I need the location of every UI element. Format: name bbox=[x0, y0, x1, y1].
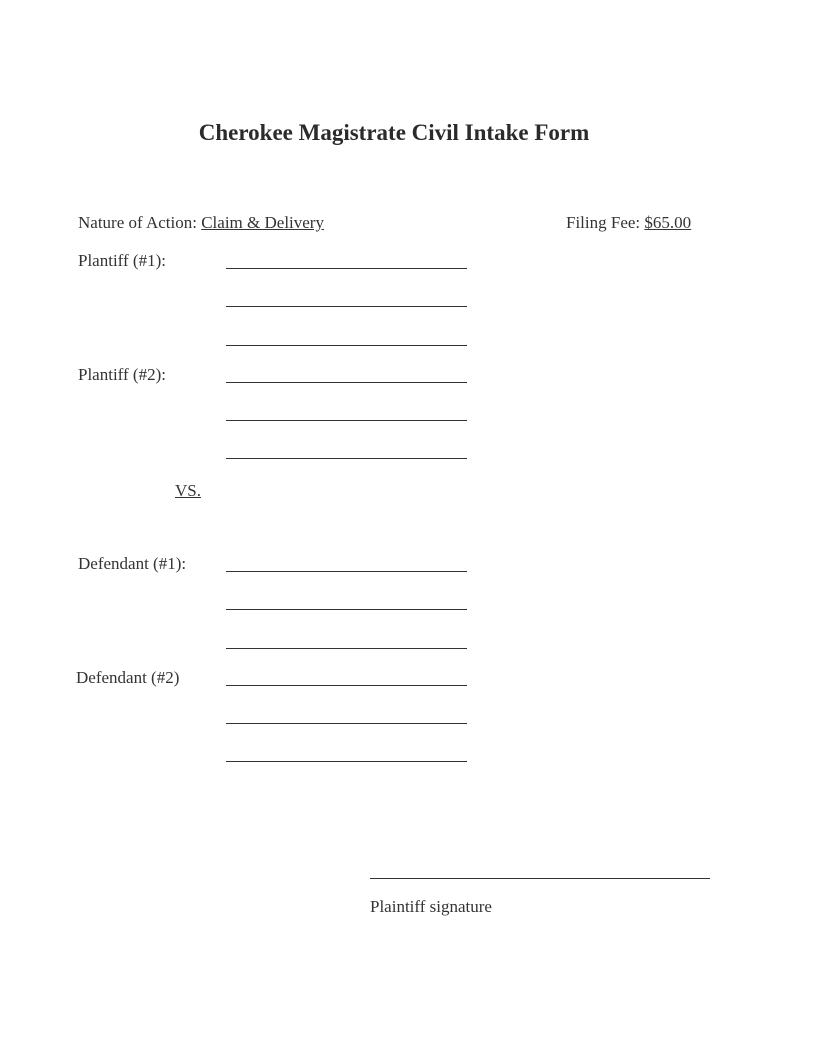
plaintiff-1-label: Plantiff (#1): bbox=[78, 251, 166, 270]
plaintiff-1-line-1[interactable] bbox=[226, 268, 467, 269]
plaintiff-2-line-1[interactable] bbox=[226, 382, 467, 383]
defendant-2-line-2[interactable] bbox=[226, 723, 467, 724]
defendant-1-line-1[interactable] bbox=[226, 571, 467, 572]
filing-fee bbox=[566, 213, 691, 233]
page-title: Cherokee Magistrate Civil Intake Form bbox=[198, 120, 590, 145]
defendant-1-line-2[interactable] bbox=[226, 609, 467, 610]
defendant-1-line-3[interactable] bbox=[226, 648, 467, 649]
versus-label: VS. bbox=[175, 481, 201, 500]
defendant-1-label: Defendant (#1): bbox=[78, 554, 187, 573]
plaintiff-1-line-3[interactable] bbox=[226, 345, 467, 346]
filing-fee-value: $65.00 bbox=[644, 213, 692, 232]
defendant-2-line-3[interactable] bbox=[226, 761, 467, 762]
filing-fee-label: Filing Fee: bbox=[566, 213, 641, 232]
defendant-2-line-1[interactable] bbox=[226, 685, 467, 686]
nature-of-action bbox=[78, 213, 324, 233]
defendant-2-label: Defendant (#2) bbox=[76, 668, 180, 687]
plaintiff-2-label: Plantiff (#2): bbox=[78, 365, 166, 384]
signature-line[interactable] bbox=[370, 878, 710, 879]
signature-label: Plaintiff signature bbox=[370, 897, 492, 916]
nature-of-action-label: Nature of Action: bbox=[78, 213, 197, 232]
plaintiff-1-line-2[interactable] bbox=[226, 306, 467, 307]
plaintiff-2-line-2[interactable] bbox=[226, 420, 467, 421]
nature-of-action-value: Claim & Delivery bbox=[201, 213, 324, 232]
plaintiff-2-line-3[interactable] bbox=[226, 458, 467, 459]
